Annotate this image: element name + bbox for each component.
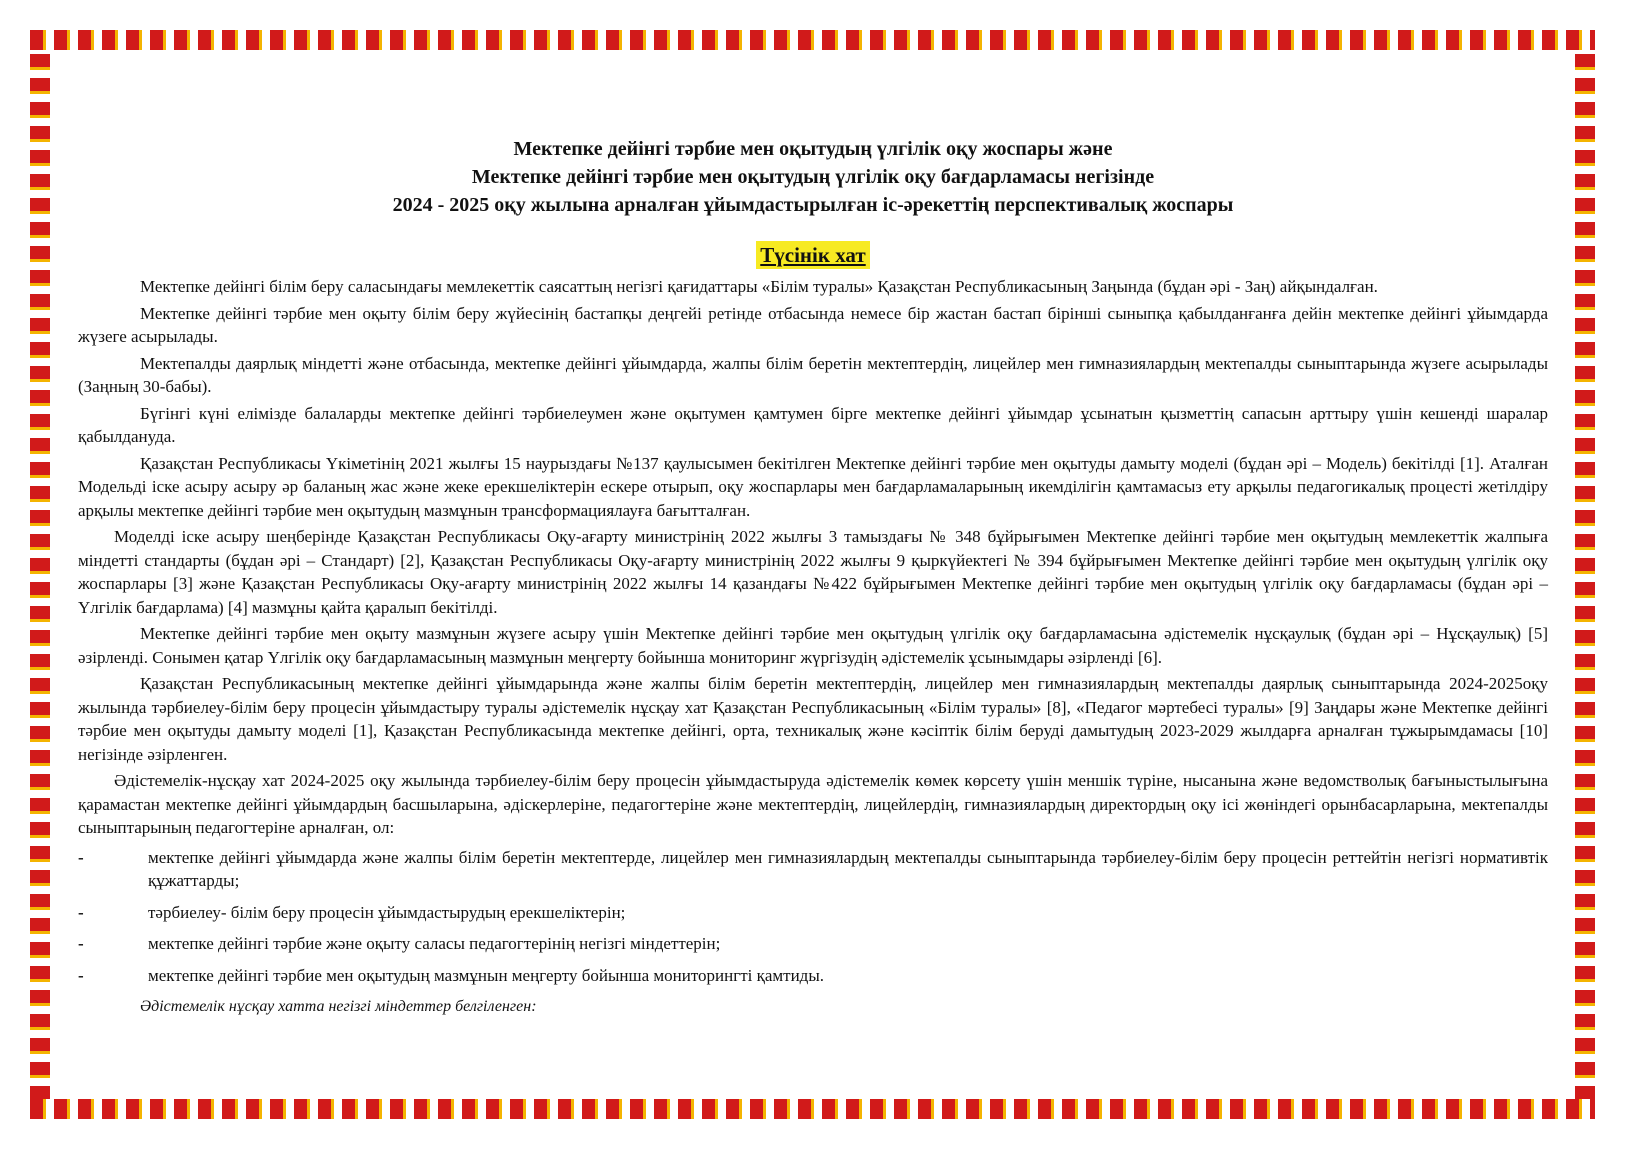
title-line-2: Мектепке дейінгі тәрбие мен оқытудың үлгілік оқу бағдарламасы негізінде — [471, 166, 1155, 188]
bullet-text: мектепке дейінгі ұйымдарда және жалпы білім беретін мектептерде, лицейлер мен гимназиялардың мектепалды сыныптарында тәрбиелеу-білім беру процесін реттейтін негізгі нормативтік құжаттарды; — [148, 847, 1548, 890]
bullet-text: тәрбиелеу- білім беру процесін ұйымдастырудың ерекшеліктерін; — [148, 902, 626, 922]
bullet-dash: - — [78, 965, 84, 985]
bullet-text: мектепке дейінгі тәрбие мен оқытудың мазмұнын меңгерту бойынша мониторингті қамтиды. — [148, 965, 825, 985]
final-note: Әдістемелік нұсқау хатта негізгі міндеттер белгіленген: — [140, 998, 537, 1015]
paragraph-8: Қазақстан Республикасының мектепке дейінгі ұйымдарында және жалпы білім беретін мектептердің, лицейлер мен гимназиялардың мектепалды даярлық сыныптарында 2024-2025оқу жылында тәрбиелеу-білім беру процесін ұйымдастыру туралы әдістемелік нұсқау хат Қазақстан Республикасының «Білім туралы» [8], «Педагог мәртебесі туралы» [9] Заңдары және Мектепке дейінгі тәрбие мен оқытуды дамыту моделі [1], Қазақстан Республикасында мектепке дейінгі, орта, техникалық және кәсіптік білім беруді дамытудың 2023-2029 жылдарға арналған тұжырымдамасы [10] негізінде әзірленген. — [78, 674, 1548, 764]
bullet-item-2 — [78, 901, 1548, 925]
document-page — [78, 135, 1548, 1135]
bullet-dash: - — [78, 847, 84, 867]
paragraph-5: Қазақстан Республикасы Үкіметінің 2021 жылғы 15 наурыздағы №137 қаулысымен бекітілген Мектепке дейінгі тәрбие мен оқытуды дамыту моделі (бұдан әрі – Модель) бекітілді [1]. Аталған Модельді іске асыру асыру әр баланың жас және жеке ерекшеліктерін ескере отырып, оқу жоспарлары мен бағдарламаларының икемділігін қамтамасыз ету арқылы педагогикалық процесті жетілдіру арқылы мектепке дейінгі тәрбие мен оқытудың мазмұнын трансформациялауға бағытталған. — [78, 453, 1548, 520]
title-line-1: Мектепке дейінгі тәрбие мен оқытудың үлгілік оқу жоспары және — [513, 138, 1113, 160]
bullet-item-4 — [78, 964, 1548, 988]
paragraph-2: Мектепке дейінгі тәрбие мен оқыту білім беру жүйесінің бастапқы деңгейі ретінде отбасында немесе бір жастан бастап бірінші сыныпқа қабылданғанға дейін мектепке дейінгі ұйымдарда жүзеге асырылады. — [78, 303, 1548, 346]
subtitle-highlight: Түсінік хат — [756, 241, 869, 269]
bullet-text: мектепке дейінгі тәрбие және оқыту саласы педагогтерінің негізгі міндеттерін; — [148, 934, 721, 953]
bullet-item-1 — [78, 846, 1548, 893]
paragraph-7: Мектепке дейінгі тәрбие мен оқыту мазмұнын жүзеге асыру үшін Мектепке дейінгі тәрбие мен оқытудың үлгілік оқу бағдарламасына әдістемелік нұсқаулық (бұдан әрі – Нұсқаулық) [5] әзірленді. Сонымен қатар Үлгілік оқу бағдарламасының мазмұнын меңгерту бойынша мониторинг жүргізудің әдістемелік ұсынымдары әзірленді [6]. — [78, 624, 1548, 667]
paragraph-1: Мектепке дейінгі білім беру саласындағы мемлекеттік саясаттың негізгі қағидаттары «Білім туралы» Қазақстан Республикасының Заңында (бұдан әрі - Заң) айқындалған. — [140, 277, 1378, 296]
paragraph-3: Мектепалды даярлық міндетті және отбасында, мектепке дейінгі ұйымдарда, жалпы білім беретін мектептердің, лицейлер мен гимназиялардың мектепалды сыныптарында жүзеге асырылады (Заңның 30-бабы). — [78, 353, 1548, 396]
bullet-item-3 — [78, 932, 1548, 956]
paragraph-9: Әдістемелік-нұсқау хат 2024-2025 оқу жылында тәрбиелеу-білім беру процесін ұйымдастыруда әдістемелік көмек көрсету үшін меншік түріне, нысанына және ведомстволық бағыныстылығына қарамастан мектепке дейінгі ұйымдардың басшыларына, әдіскерлеріне, педагогтеріне және мектептердің, лицейлердің, гимназиялардың директордың оқу ісі жөніндегі орынбасарларына, мектепалды сыныптарының педагогтеріне арналған, ол: — [78, 771, 1548, 837]
title-line-3: 2024 - 2025 оқу жылына арналған ұйымдастырылған іс-әрекеттің перспективалық жоспары — [392, 194, 1234, 216]
paragraph-6: Моделді іске асыру шеңберінде Қазақстан Республикасы Оқу-ағарту министрінің 2022 жылғы 3 тамыздағы № 348 бұйрығымен Мектепке дейінгі тәрбие мен оқытудың мемлекеттік жалпыға міндетті стандарты (бұдан әрі – Стандарт) [2], Қазақстан Республикасы Оқу-ағарту министрінің 2022 жылғы 9 қыркүйектегі № 394 бұйрығымен Мектепке дейінгі тәрбие мен оқытудың үлгілік оқу жоспарлары [3] және Қазақстан Республикасы Оқу-ағарту министрінің 2022 жылғы 14 қазандағы №422 бұйрығымен Мектепке дейінгі тәрбие мен оқытудың үлгілік оқу бағдарламасы (бұдан әрі – Үлгілік бағдарлама) [4] мазмұны қайта қаралып бекітілді. — [78, 527, 1548, 617]
document-title — [78, 135, 1548, 219]
paragraph-4: Бүгінгі күні елімізде балаларды мектепке дейінгі тәрбиелеумен және оқытумен қамтумен бірге мектепке дейінгі ұйымдар ұсынатын қызметтің сапасын арттыру үшін кешенді шаралар қабылдануда. — [78, 403, 1548, 446]
subtitle-wrap — [78, 241, 1548, 269]
bullet-dash: - — [78, 934, 84, 953]
bullet-dash: - — [78, 902, 84, 922]
